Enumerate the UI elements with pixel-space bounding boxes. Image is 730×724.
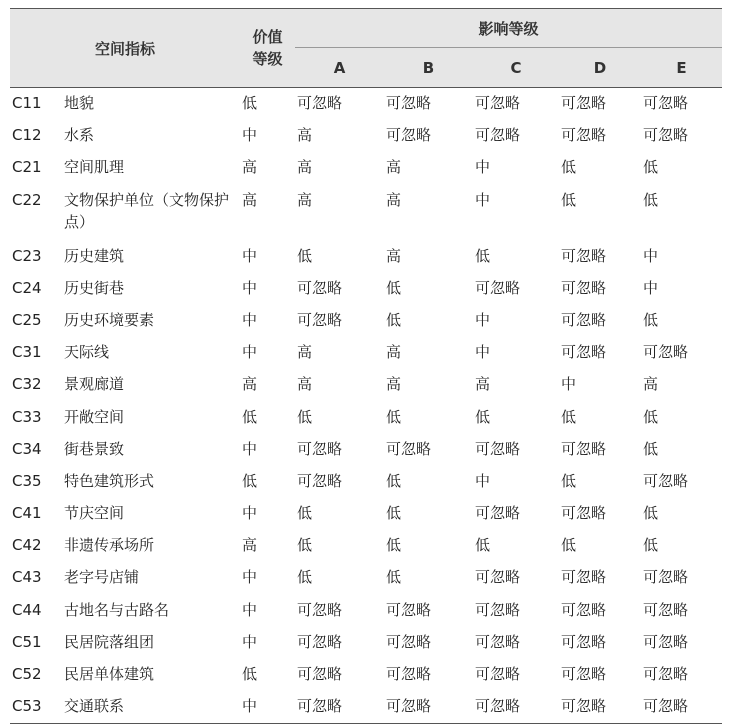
cell-code: C34 [12,439,42,458]
cell-d: 可忽略 [561,439,607,458]
table-row [10,241,722,273]
cell-value: 中 [242,504,258,523]
table-row [10,659,722,691]
cell-e: 低 [643,310,659,329]
table-row [10,627,722,659]
cell-b: 低 [386,278,402,297]
cell-code: C43 [12,568,42,587]
cell-b: 可忽略 [386,665,432,683]
cell-value: 中 [242,632,258,651]
cell-value: 中 [242,126,258,145]
cell-d: 可忽略 [561,278,607,297]
cell-d: 可忽略 [561,632,607,651]
table-row [10,595,722,627]
table-row [10,185,722,241]
cell-c: 高 [475,375,491,394]
cell-d: 可忽略 [561,600,607,619]
col-header-b: B [384,48,473,88]
cell-c: 可忽略 [475,278,521,297]
cell-b: 可忽略 [384,691,473,724]
cell-c: 可忽略 [475,568,521,587]
cell-name: 街巷景致 [64,439,125,458]
cell-d: 低 [561,407,577,426]
cell-c: 可忽略 [475,665,521,683]
cell-d: 可忽略 [561,568,607,587]
cell-c: 低 [475,536,491,555]
table-row [10,337,722,369]
impact-table [10,8,722,724]
indicator-header: 空间指标 [10,9,240,88]
cell-a: 高 [297,343,313,362]
cell-d: 低 [561,190,577,209]
cell-value: 低 [242,665,258,683]
cell-a: 高 [297,375,313,394]
col-header-c: C [473,48,559,88]
cell-d: 中 [561,375,577,394]
cell-name: 特色建筑形式 [64,471,155,490]
cell-code: C35 [12,471,42,490]
cell-e: 可忽略 [643,471,689,490]
cell-c: 可忽略 [473,691,559,724]
cell-value: 高 [242,375,258,394]
cell-value: 高 [242,190,258,209]
cell-c: 可忽略 [475,632,521,651]
value-grade-header [240,9,295,88]
table-row [10,530,722,562]
cell-a: 可忽略 [297,632,343,651]
cell-value: 高 [242,536,258,555]
cell-e: 可忽略 [641,691,722,724]
cell-c: 低 [475,246,491,265]
cell-e: 低 [643,158,659,177]
cell-e: 高 [643,375,659,394]
table-row [10,466,722,498]
cell-code: C23 [12,246,42,265]
cell-e: 低 [643,536,659,555]
cell-a: 低 [297,568,313,587]
cell-value: 低 [242,471,258,490]
cell-b: 高 [386,190,402,209]
cell-code: C33 [12,407,42,426]
cell-d: 低 [561,158,577,177]
table-row [10,498,722,530]
cell-code: C51 [12,632,42,651]
cell-c: 中 [475,310,491,329]
cell-b: 低 [386,504,402,523]
cell-name: 地貌 [64,94,95,112]
cell-value: 中 [242,278,258,297]
cell-value: 中 [242,600,258,619]
cell-a: 高 [297,158,313,177]
cell-e: 可忽略 [643,665,689,683]
cell-code: C31 [12,343,42,362]
cell-name: 民居单体建筑 [64,665,155,683]
cell-e: 低 [643,407,659,426]
cell-e: 中 [643,278,659,297]
cell-name: 古地名与古路名 [64,600,170,619]
cell-b: 可忽略 [386,439,432,458]
cell-a: 可忽略 [297,278,343,297]
cell-a: 可忽略 [297,310,343,329]
cell-b: 低 [386,536,402,555]
table-row [10,305,722,337]
cell-b: 可忽略 [386,94,432,112]
cell-c: 可忽略 [475,94,521,112]
cell-c: 可忽略 [475,126,521,145]
cell-e: 中 [643,246,659,265]
cell-code: C25 [12,310,42,329]
cell-a: 低 [297,407,313,426]
cell-name: 水系 [64,126,95,145]
cell-c: 中 [475,471,491,490]
cell-a: 可忽略 [297,439,343,458]
cell-name: 节庆空间 [64,504,125,523]
cell-b: 低 [386,310,402,329]
cell-b: 可忽略 [386,632,432,651]
cell-d: 可忽略 [561,94,607,112]
cell-name: 文物保护单位（文物保护点） [64,190,230,231]
cell-name: 历史街巷 [64,278,125,297]
cell-value: 中 [242,246,258,265]
value-grade-line1: 价值 [252,28,283,46]
cell-code: C12 [12,126,42,145]
table-row [10,402,722,434]
cell-value: 中 [242,439,258,458]
table-header [10,9,722,88]
cell-e: 可忽略 [643,632,689,651]
cell-code: C21 [12,158,42,177]
cell-b: 低 [386,471,402,490]
cell-d: 可忽略 [561,504,607,523]
cell-name: 开敞空间 [64,407,125,426]
cell-name: 民居院落组团 [64,632,155,651]
cell-c: 低 [475,407,491,426]
table-row [10,434,722,466]
cell-b: 低 [386,407,402,426]
cell-e: 可忽略 [643,94,689,112]
cell-code: C41 [12,504,42,523]
cell-name: 交通联系 [64,691,240,724]
cell-a: 可忽略 [297,665,343,683]
cell-d: 可忽略 [561,246,607,265]
cell-b: 高 [386,158,402,177]
cell-name: 非遗传承场所 [64,536,155,555]
cell-name: 天际线 [64,343,110,362]
cell-d: 可忽略 [561,126,607,145]
cell-c: 可忽略 [475,504,521,523]
cell-code: C53 [10,691,64,724]
cell-b: 高 [386,246,402,265]
cell-value: 中 [240,691,295,724]
cell-a: 低 [297,504,313,523]
cell-b: 可忽略 [386,126,432,145]
cell-a: 可忽略 [297,600,343,619]
cell-e: 低 [643,504,659,523]
cell-e: 可忽略 [643,568,689,587]
cell-name: 老字号店铺 [64,568,140,587]
cell-name: 空间肌理 [64,158,125,177]
cell-value: 中 [242,568,258,587]
table-row [10,88,722,121]
table-row [10,369,722,401]
cell-e: 低 [643,439,659,458]
cell-a: 高 [297,190,313,209]
cell-e: 可忽略 [643,600,689,619]
cell-c: 可忽略 [475,439,521,458]
value-grade-line2: 等级 [252,50,283,68]
cell-d: 低 [561,471,577,490]
cell-b: 低 [386,568,402,587]
cell-value: 高 [242,158,258,177]
table-row [10,152,722,184]
cell-d: 低 [561,536,577,555]
cell-a: 高 [297,126,313,145]
cell-a: 可忽略 [297,94,343,112]
cell-c: 中 [475,190,491,209]
cell-code: C44 [12,600,42,619]
cell-code: C52 [12,665,42,683]
table-row [10,562,722,594]
cell-name: 历史环境要素 [64,310,155,329]
cell-d: 可忽略 [561,310,607,329]
col-header-d: D [559,48,641,88]
cell-value: 中 [242,310,258,329]
cell-e: 低 [643,190,659,209]
cell-value: 中 [242,343,258,362]
cell-e: 可忽略 [643,343,689,362]
cell-name: 历史建筑 [64,246,125,265]
impact-grade-header: 影响等级 [295,9,722,48]
cell-d: 可忽略 [561,343,607,362]
table-row [10,120,722,152]
cell-a: 可忽略 [297,471,343,490]
cell-a: 低 [297,536,313,555]
cell-value: 低 [242,94,258,112]
cell-b: 高 [386,375,402,394]
cell-a: 可忽略 [295,691,384,724]
cell-value: 低 [242,407,258,426]
cell-code: C22 [12,190,42,209]
cell-c: 可忽略 [475,600,521,619]
cell-b: 高 [386,343,402,362]
cell-code: C42 [12,536,42,555]
table-row [10,273,722,305]
cell-code: C24 [12,278,42,297]
cell-name: 景观廊道 [64,375,125,394]
cell-b: 可忽略 [386,600,432,619]
table-body [10,88,722,724]
cell-a: 低 [297,246,313,265]
cell-d: 可忽略 [561,665,607,683]
col-header-e: E [641,48,722,88]
cell-code: C11 [12,94,42,112]
table-row [10,691,722,724]
cell-e: 可忽略 [643,126,689,145]
cell-d: 可忽略 [559,691,641,724]
cell-c: 中 [475,158,491,177]
cell-c: 中 [475,343,491,362]
cell-code: C32 [12,375,42,394]
col-header-a: A [295,48,384,88]
